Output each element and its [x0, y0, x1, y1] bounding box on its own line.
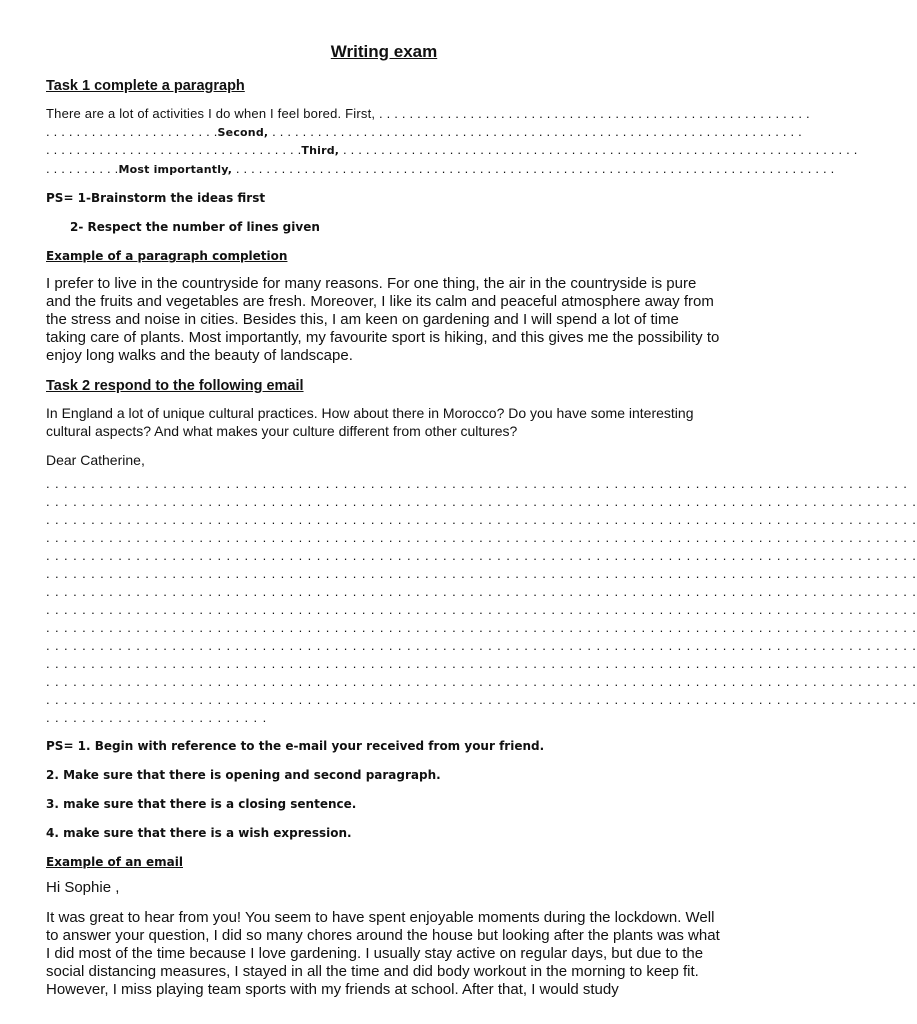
task1-line-3 [46, 141, 858, 160]
task2-example-email: It was great to hear from you! You seem to have spent enjoyable moments during the lockdown. Well to answer your question, I did so many chores around the house but looking after the plants was what I did most of the time because I love gardening. I usually stay active on regular days, but due to the social distancing measures, I stayed in all the time and did body workout in the morning to keep fit. However, I miss playing team sports with my friends at school. After that, I would study [46, 909, 720, 998]
dots: . . . . . . . . . . . . . . . . . . . . . . . . . . . . . . . . . . [46, 142, 302, 157]
answer-line: . . . . . . . . . . . . . . . . . . . . . . . . . [46, 710, 268, 725]
dots: . . . . . . . . . . . . . . . . . . . . . . . . . . . . . . . . . . . . . . . . . . . . . . . . . . . . . . . . . . . . . . . . . . . . [339, 142, 858, 157]
answer-line: . . . . . . . . . . . . . . . . . . . . . . . . . . . . . . . . . . . . . . . . . . . . . . . . . . . . . . . . . . . . . . . . . . . . . . . . . . . . . . . . . . . . . . . . . . . . . . . . . [46, 674, 917, 689]
answer-line: . . . . . . . . . . . . . . . . . . . . . . . . . . . . . . . . . . . . . . . . . . . . . . . . . . . . . . . . . . . . . . . . . . . . . . . . . . . . . . . . . . . . . . . . . . . . . . . . . [46, 494, 917, 509]
answer-line: . . . . . . . . . . . . . . . . . . . . . . . . . . . . . . . . . . . . . . . . . . . . . . . . . . . . . . . . . . . . . . . . . . . . . . . . . . . . . . . . . . . . . . . . . . . . . . . . . [46, 638, 917, 653]
task2-ps-1: PS= 1. Begin with reference to the e-mail your received from your friend. [46, 739, 545, 753]
dots: . . . . . . . . . . . . . . . . . . . . . . . [46, 123, 218, 139]
answer-line: . . . . . . . . . . . . . . . . . . . . . . . . . . . . . . . . . . . . . . . . . . . . . . . . . . . . . . . . . . . . . . . . . . . . . . . . . . . . . . . . . . . . . . . . . . . . . . . . . [46, 566, 917, 581]
dots: . . . . . . . . . . [46, 160, 119, 176]
task1-heading: Task 1 complete a paragraph [46, 78, 245, 94]
task2-heading: Task 2 respond to the following email [46, 378, 304, 394]
page-title: Writing exam [330, 42, 438, 61]
task1-example-heading: Example of a paragraph completion [46, 249, 288, 263]
answer-line: . . . . . . . . . . . . . . . . . . . . . . . . . . . . . . . . . . . . . . . . . . . . . . . . . . . . . . . . . . . . . . . . . . . . . . . . . . . . . . . . . . . . . . . . . . . . . . . . . [46, 692, 917, 707]
answer-line: . . . . . . . . . . . . . . . . . . . . . . . . . . . . . . . . . . . . . . . . . . . . . . . . . . . . . . . . . . . . . . . . . . . . . . . . . . . . . . . . . . . . . . . . . . . . . . . . . [46, 512, 917, 527]
answer-line: . . . . . . . . . . . . . . . . . . . . . . . . . . . . . . . . . . . . . . . . . . . . . . . . . . . . . . . . . . . . . . . . . . . . . . . . . . . . . . . . . . . . . . . . . . . . . . . . . [46, 602, 917, 617]
answer-line: . . . . . . . . . . . . . . . . . . . . . . . . . . . . . . . . . . . . . . . . . . . . . . . . . . . . . . . . . . . . . . . . . . . . . . . . . . . . . . . . . . . . . . . . . . . . . . . . [46, 476, 908, 491]
task2-ps-2: 2. Make sure that there is opening and second paragraph. [46, 768, 441, 782]
task1-line-2 [46, 123, 802, 142]
task2-ps-4: 4. make sure that there is a wish expression. [46, 826, 352, 840]
task2-example-greeting: Hi Sophie , [46, 879, 120, 896]
answer-line: . . . . . . . . . . . . . . . . . . . . . . . . . . . . . . . . . . . . . . . . . . . . . . . . . . . . . . . . . . . . . . . . . . . . . . . . . . . . . . . . . . . . . . . . . . . . . . . . . [46, 584, 917, 599]
dots: . . . . . . . . . . . . . . . . . . . . . . . . . . . . . . . . . . . . . . . . . . . . . . . . . . . . . . . . . . . . . . . . . . . . . . . . . . . . . . . [232, 160, 835, 176]
task2-salutation: Dear Catherine, [46, 452, 145, 468]
answer-line: . . . . . . . . . . . . . . . . . . . . . . . . . . . . . . . . . . . . . . . . . . . . . . . . . . . . . . . . . . . . . . . . . . . . . . . . . . . . . . . . . . . . . . . . . . . . . . . . . [46, 656, 917, 671]
task1-line-1: There are a lot of activities I do when I feel bored. First, . . . . . . . . . . . . . . . . . . . . . . . . . . . . . . . . . . . . . . . . . . . . . . . . . . . . . . . . . [46, 106, 810, 121]
answer-line: . . . . . . . . . . . . . . . . . . . . . . . . . . . . . . . . . . . . . . . . . . . . . . . . . . . . . . . . . . . . . . . . . . . . . . . . . . . . . . . . . . . . . . . . . . . . . . . . . [46, 530, 917, 545]
task1-ps-2: 2- Respect the number of lines given [70, 220, 320, 234]
dots: . . . . . . . . . . . . . . . . . . . . . . . . . . . . . . . . . . . . . . . . . . . . . . . . . . . . . . . . . . . . . . . . . . . . . . [268, 123, 802, 139]
exam-page [46, 40, 917, 999]
task2-prompt: In England a lot of unique cultural practices. How about there in Morocco? Do you have some interesting cultural aspects? And what makes your culture different from other cultures? [46, 405, 694, 439]
answer-line: . . . . . . . . . . . . . . . . . . . . . . . . . . . . . . . . . . . . . . . . . . . . . . . . . . . . . . . . . . . . . . . . . . . . . . . . . . . . . . . . . . . . . . . . . . . . . . . . . [46, 620, 917, 635]
task1-example-paragraph: I prefer to live in the countryside for many reasons. For one thing, the air in the countryside is pure and the fruits and vegetables are fresh. Moreover, I like its calm and peaceful atmosphere away from the stress and noise in cities. Besides this, I am keen on gardening and I will spend a lot of time taking care of plants. Most importantly, my favourite sport is hiking, and this gives me the possibility to enjoy long walks and the beauty of landscape. [46, 275, 720, 364]
answer-lines [46, 475, 917, 727]
second-word: Second, [217, 125, 269, 139]
task1-ps-1: PS= 1-Brainstorm the ideas first [46, 191, 266, 205]
third-word: Third, [301, 144, 340, 157]
answer-line: . . . . . . . . . . . . . . . . . . . . . . . . . . . . . . . . . . . . . . . . . . . . . . . . . . . . . . . . . . . . . . . . . . . . . . . . . . . . . . . . . . . . . . . . . . . . . . . . . [46, 548, 917, 563]
task2-ps-3: 3. make sure that there is a closing sentence. [46, 797, 357, 811]
most-importantly-word: Most importantly, [118, 162, 233, 176]
task1-line-4 [46, 160, 835, 179]
task2-example-heading: Example of an email [46, 855, 183, 869]
